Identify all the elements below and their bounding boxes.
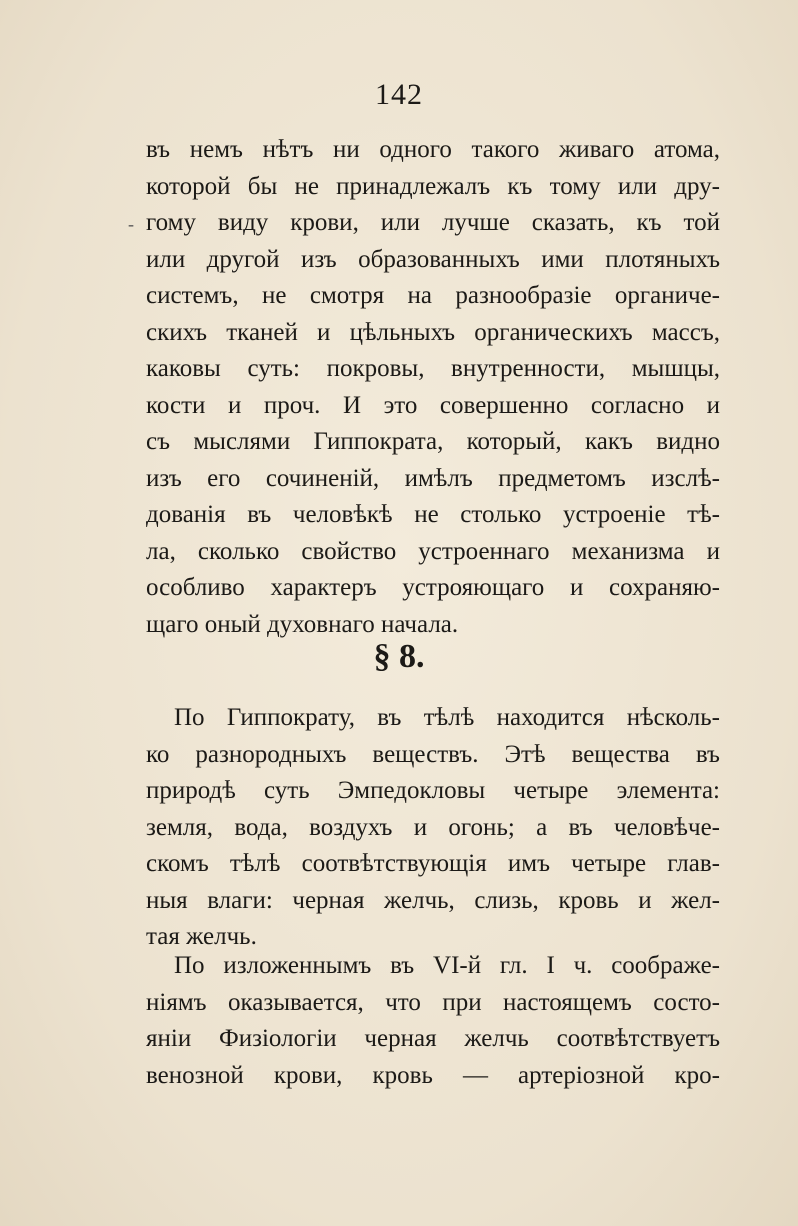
- text-line: тая желчь.: [146, 923, 257, 950]
- text-line: венозной крови, кровь — артеріозной кро-: [146, 1061, 720, 1089]
- text-line: природѣ суть Эмпедокловы четыре элемента:: [146, 777, 720, 804]
- text-line: скомъ тѣлѣ соотвѣтствующія имъ четыре глав-: [146, 850, 720, 877]
- text-line: ніямъ оказывается, что при настоящемъ состо-: [146, 988, 720, 1016]
- text-line: ныя влаги: черная желчь, слизь, кровь и жел-: [146, 886, 720, 914]
- paragraph-second: [146, 948, 720, 1094]
- text-line: особливо характеръ устрояющаго и сохраняю-: [146, 574, 720, 601]
- text-line: или другой изъ образованныхъ ими плотяныхъ: [146, 245, 720, 273]
- page-number: 142: [375, 78, 423, 111]
- text-line: кости и проч. И это совершенно согласно и: [146, 391, 720, 419]
- paragraph-continuation: [146, 132, 720, 643]
- text-line: яніи Физіологіи черная желчь соотвѣтствуетъ: [146, 1025, 720, 1052]
- text-line: съ мыслями Гиппократа, который, какъ видно: [146, 428, 720, 455]
- text-line: системъ, не смотря на разнообразіе органиче-: [146, 282, 720, 309]
- section-heading: § 8.: [373, 638, 425, 675]
- margin-mark: -: [128, 214, 134, 234]
- text-line: дованія въ человѣкѣ не столько устроеніе тѣ-: [146, 501, 720, 528]
- paragraph-section-8: [146, 700, 720, 956]
- text-line: По изложеннымъ въ VI-й гл. I ч. соображе-: [174, 952, 720, 979]
- text-line: гому виду крови, или лучше сказать, къ той: [146, 209, 720, 236]
- text-line: каковы суть: покровы, внутренности, мышцы,: [146, 355, 720, 382]
- text-line: скихъ тканей и цѣльныхъ органическихъ массъ,: [146, 318, 720, 346]
- text-line: щаго оный духовнаго начала.: [146, 610, 459, 638]
- text-line: земля, вода, воздухъ и огонь; а въ человѣче-: [146, 813, 720, 841]
- text-line: ла, сколько свойство устроеннаго механизма и: [146, 537, 720, 565]
- text-line: изъ его сочиненій, имѣлъ предметомъ изслѣ-: [146, 464, 720, 492]
- text-line: ко разнородныхъ веществъ. Этѣ вещества въ: [146, 740, 720, 768]
- text-line: которой бы не принадлежалъ къ тому или дру-: [146, 172, 720, 200]
- text-line: По Гиппократу, въ тѣлѣ находится нѣсколь-: [174, 704, 720, 731]
- text-line: въ немъ нѣтъ ни одного такого живаго атома,: [146, 136, 720, 163]
